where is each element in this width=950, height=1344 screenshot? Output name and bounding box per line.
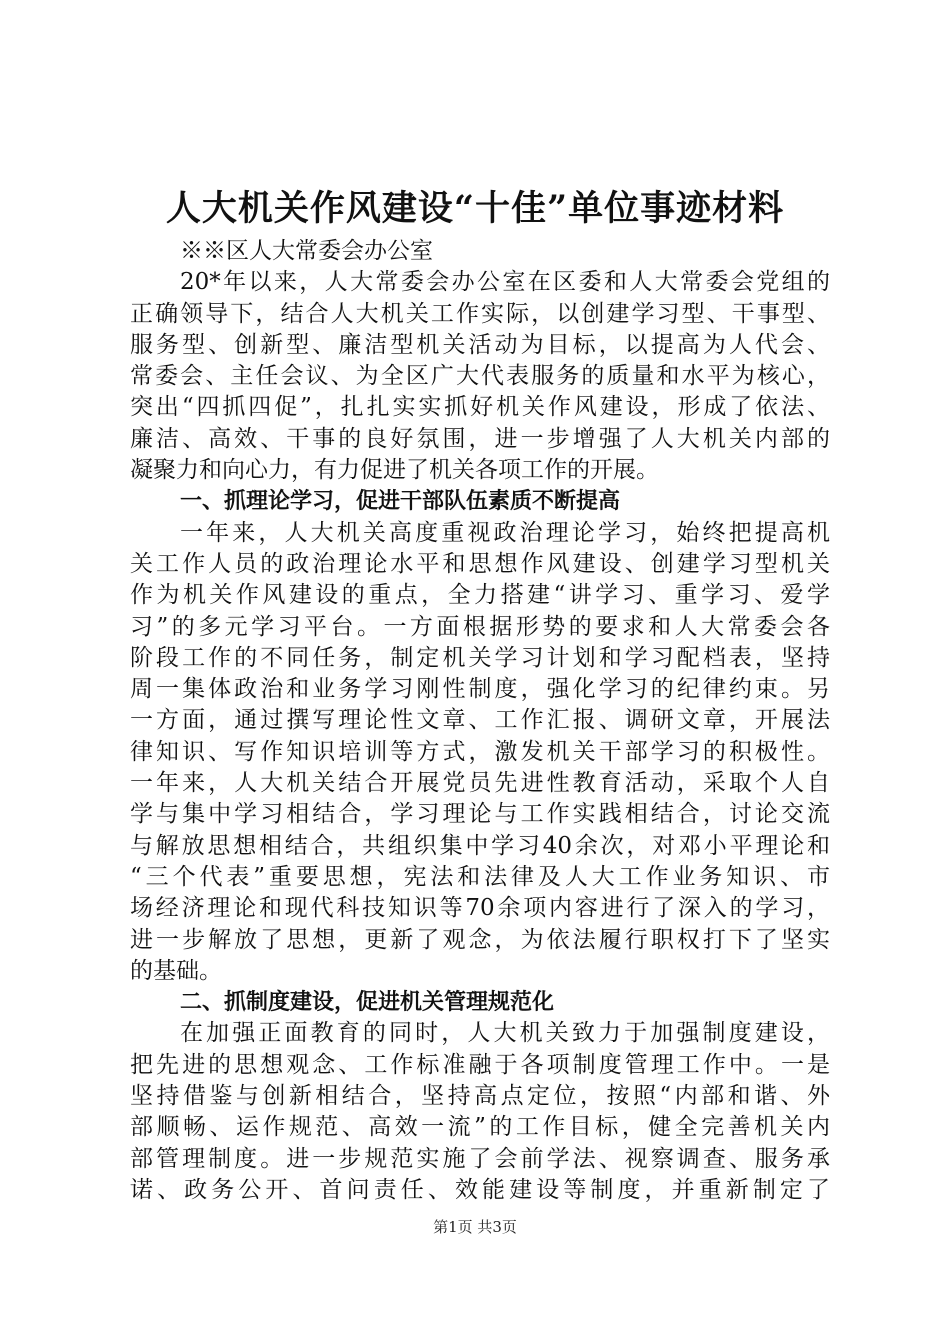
paragraph-line: 常委会、主任会议、为全区广大代表服务的质量和水平为核心， <box>130 363 830 390</box>
paragraph-line: 进一步解放了思想，更新了观念，为依法履行职权打下了坚实 <box>130 926 830 953</box>
paragraph-line: 诺、政务公开、首问责任、效能建设等制度，并重新制定了 <box>130 1176 830 1203</box>
paragraph-line: 周一集体政治和业务学习刚性制度，强化学习的纪律约束。另 <box>130 676 830 703</box>
paragraph-line: 正确领导下，结合人大机关工作实际，以创建学习型、干事型、 <box>130 300 830 327</box>
paragraph-line: 部管理制度。进一步规范实施了会前学法、视察调查、服务承 <box>130 1145 830 1172</box>
paragraph-line: 与解放思想相结合，共组织集中学习40余次，对邓小平理论和 <box>130 832 830 859</box>
paragraph-line: 20*年以来，人大常委会办公室在区委和人大常委会党组的 <box>180 269 830 296</box>
paragraph-line: 场经济理论和现代科技知识等70余项内容进行了深入的学习， <box>130 895 830 922</box>
paragraph-line: 阶段工作的不同任务，制定机关学习计划和学习配档表，坚持 <box>130 644 830 671</box>
paragraph-line: 把先进的思想观念、工作标准融于各项制度管理工作中。一是 <box>130 1051 830 1078</box>
author-line: ※※区人大常委会办公室 <box>180 238 433 264</box>
paragraph-line: 突出“四抓四促”，扎扎实实抓好机关作风建设，形成了依法、 <box>130 394 830 421</box>
paragraph-line: 服务型、创新型、廉洁型机关活动为目标，以提高为人代会、 <box>130 331 830 358</box>
paragraph-line: 作为机关作风建设的重点，全力搭建“讲学习、重学习、爱学 <box>130 582 830 609</box>
paragraph-line: 部顺畅、运作规范、高效一流”的工作目标，健全完善机关内 <box>130 1114 830 1141</box>
paragraph-line: 在加强正面教育的同时，人大机关致力于加强制度建设， <box>180 1020 830 1047</box>
paragraph-line: 一方面，通过撰写理论性文章、工作汇报、调研文章，开展法 <box>130 707 830 734</box>
paragraph-line: 一年来，人大机关高度重视政治理论学习，始终把提高机 <box>180 519 830 546</box>
document-body <box>130 236 830 1206</box>
section-heading: 二、抓制度建设，促进机关管理规范化 <box>180 990 555 1016</box>
page-number-footer: 第1页 共3页 <box>433 1218 517 1236</box>
paragraph-line: “三个代表”重要思想，宪法和法律及人大工作业务知识、市 <box>130 863 830 890</box>
paragraph-line: 坚持借鉴与创新相结合，坚持高点定位，按照“内部和谐、外 <box>130 1083 830 1110</box>
paragraph-line: 习”的多元学习平台。一方面根据形势的要求和人大常委会各 <box>130 613 830 640</box>
paragraph-line: 关工作人员的政治理论水平和思想作风建设、创建学习型机关 <box>130 550 830 577</box>
paragraph-line: 的基础。 <box>130 957 222 984</box>
paragraph-line: 廉洁、高效、干事的良好氛围，进一步增强了人大机关内部的 <box>130 425 830 452</box>
paragraph-line: 律知识、写作知识培训等方式，激发机关干部学习的积极性。 <box>130 738 830 765</box>
paragraph-line: 学与集中学习相结合，学习理论与工作实践相结合，讨论交流 <box>130 801 830 828</box>
document-title: 人大机关作风建设“十佳”单位事迹材料 <box>165 188 785 229</box>
paragraph-line: 一年来，人大机关结合开展党员先进性教育活动，采取个人自 <box>130 770 830 797</box>
paragraph-line: 凝聚力和向心力，有力促进了机关各项工作的开展。 <box>130 457 659 484</box>
section-heading: 一、抓理论学习，促进干部队伍素质不断提高 <box>180 489 621 515</box>
